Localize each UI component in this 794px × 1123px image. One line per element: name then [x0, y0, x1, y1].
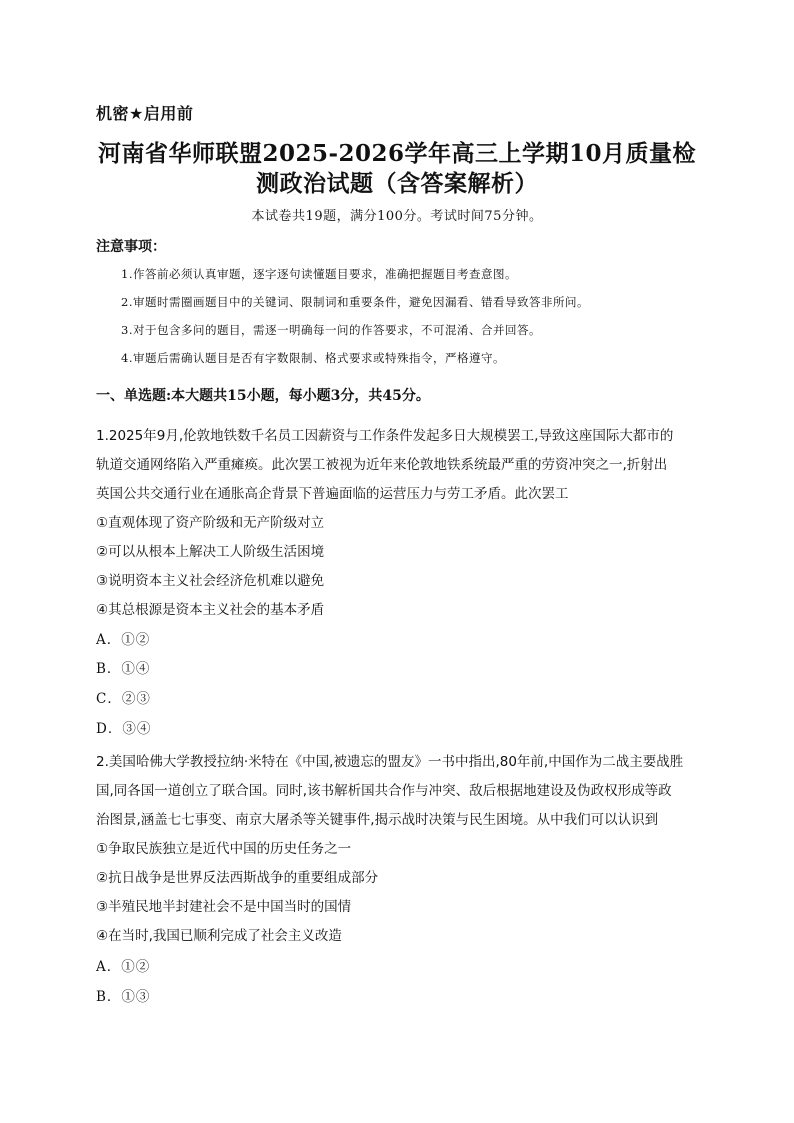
notice-item: 2.审题时需圈画题目中的关键词、限制词和重要条件，避免因漏看、错看导致答非所问。	[121, 295, 589, 309]
question-1-stem-line: 1.2025年9月,伦敦地铁数千名员工因薪资与工作条件发起多日大规模罢工,导致这座国际大都市的	[96, 428, 674, 444]
question-2-stem-line: 2.美国哈佛大学教授拉纳·米特在《中国,被遗忘的盟友》一书中指出,80年前,中国作为二战主要战胜	[96, 754, 684, 770]
notice-item: 4.审题后需确认题目是否有字数限制、格式要求或特殊指令，严格遵守。	[121, 351, 505, 365]
question-2-statement: ①争取民族独立是近代中国的历史任务之一	[96, 841, 352, 857]
question-1-option-c[interactable]: C．②③	[96, 691, 151, 707]
question-1-statement: ③说明资本主义社会经济危机难以避免	[96, 573, 325, 589]
page-title-line-1: 河南省华师联盟2025-2026学年高三上学期10月质量检	[97, 140, 697, 167]
page-title-line-2: 测政治试题（含答案解析）	[256, 170, 538, 197]
question-2-statement: ③半殖民地半封建社会不是中国当时的国情	[96, 899, 352, 915]
question-2-statement: ②抗日战争是世界反法西斯战争的重要组成部分	[96, 870, 379, 886]
question-2-stem-line: 国,同各国一道创立了联合国。同时,该书解析国共合作与冲突、敌后根据地建设及伪政权形成等政	[96, 783, 672, 799]
question-2-statement: ④在当时,我国已顺利完成了社会主义改造	[96, 928, 342, 944]
question-2-stem-line: 治图景,涵盖七七事变、南京大屠杀等关键事件,揭示战时决策与民生困境。从中我们可以认识到	[96, 812, 659, 828]
question-1-statement: ①直观体现了资产阶级和无产阶级对立	[96, 515, 325, 531]
question-2-option-a[interactable]: A．①②	[96, 959, 151, 975]
question-1-option-a[interactable]: A．①②	[96, 632, 151, 648]
notice-item: 1.作答前必须认真审题，逐字逐句读懂题目要求，准确把握题目考查意图。	[121, 267, 517, 281]
question-1-statement: ④其总根源是资本主义社会的基本矛盾	[96, 602, 325, 618]
notice-item: 3.对于包含多问的题目，需逐一明确每一问的作答要求，不可混淆、合并回答。	[121, 323, 541, 337]
question-1-statement: ②可以从根本上解决工人阶级生活困境	[96, 544, 325, 560]
section-heading: 一、单选题:本大题共15小题，每小题3分，共45分。	[96, 388, 430, 404]
question-1-option-b[interactable]: B．①④	[96, 661, 151, 677]
question-1-option-d[interactable]: D．③④	[96, 721, 152, 737]
question-1-stem-line: 轨道交通网络陷入严重瘫痪。此次罢工被视为近年来伦敦地铁系统最严重的劳资冲突之一,折射出	[96, 457, 668, 473]
exam-info: 本试卷共19题，满分100分。考试时间75分钟。	[251, 209, 543, 224]
question-1-stem-line: 英国公共交通行业在通胀高企背景下普遍面临的运营压力与劳工矛盾。此次罢工	[96, 486, 569, 502]
notice-heading: 注意事项：	[96, 239, 166, 255]
confidential-label: 机密★启用前	[96, 104, 194, 123]
question-2-option-b[interactable]: B．①③	[96, 989, 151, 1005]
